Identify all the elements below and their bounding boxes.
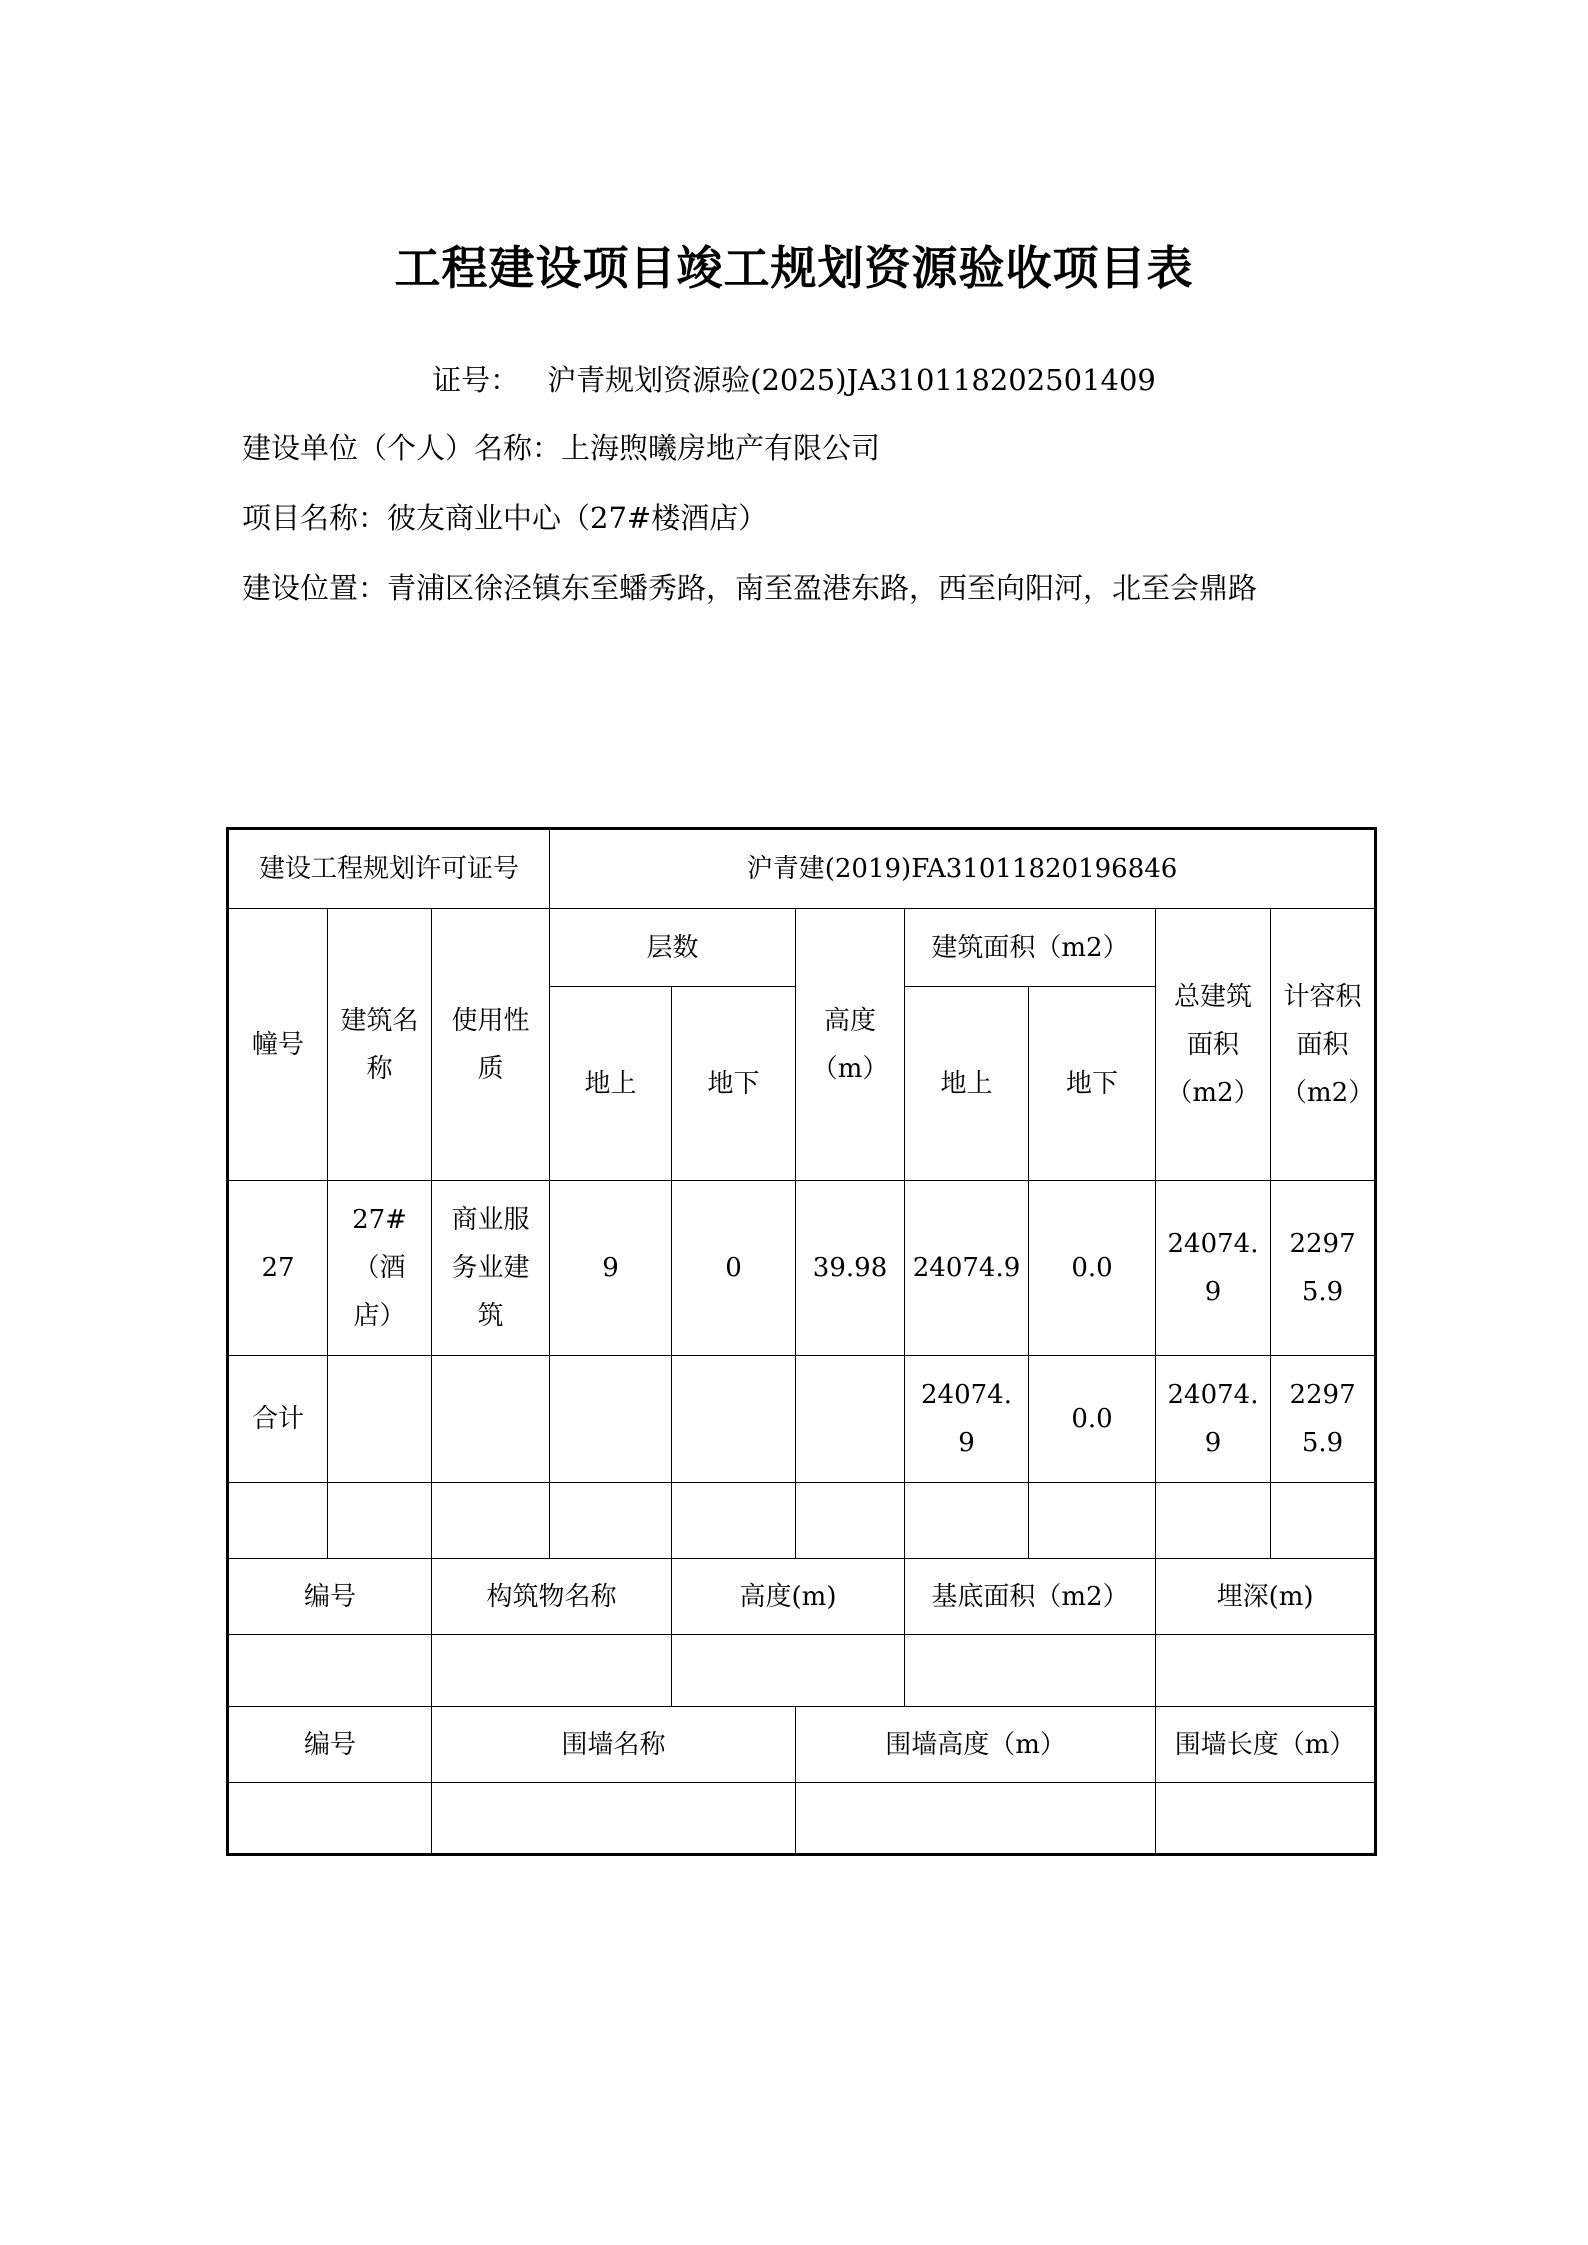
cell-total-area: 24074.9 <box>1156 1181 1271 1356</box>
header-total-area: 总建筑面积（m2） <box>1156 909 1271 1181</box>
structures-header-no: 编号 <box>228 1559 432 1635</box>
walls-header-row <box>228 1707 1376 1783</box>
total-area-above: 24074.9 <box>905 1356 1029 1483</box>
cell-usage: 商业服务业建筑 <box>432 1181 550 1356</box>
cell-floors-above: 9 <box>550 1181 672 1356</box>
acceptance-table <box>226 827 1377 1856</box>
structures-empty-row <box>228 1635 1376 1707</box>
structures-header-row <box>228 1559 1376 1635</box>
header-floors: 层数 <box>550 909 796 987</box>
project-name: 项目名称：彼友商业中心（27#楼酒店） <box>242 501 768 535</box>
structures-header-depth: 埋深(m) <box>1156 1559 1376 1635</box>
header-building-name: 建筑名称 <box>328 909 432 1181</box>
structures-header-base-area: 基底面积（m2） <box>905 1559 1156 1635</box>
walls-header-height: 围墙高度（m） <box>796 1707 1156 1783</box>
certificate-number <box>0 358 1588 402</box>
header-far-area: 计容积面积（m2） <box>1271 909 1376 1181</box>
header-floors-below: 地下 <box>672 987 796 1181</box>
cell-height: 39.98 <box>796 1181 905 1356</box>
header-area-above: 地上 <box>905 987 1029 1181</box>
structures-header-height: 高度(m) <box>672 1559 905 1635</box>
structures-header-name: 构筑物名称 <box>432 1559 672 1635</box>
certificate-value: 沪青规划资源验(2025)JA310118202501409 <box>547 363 1156 397</box>
permit-label: 建设工程规划许可证号 <box>228 829 550 909</box>
page-title: 工程建设项目竣工规划资源验收项目表 <box>394 241 1194 295</box>
cell-far-area: 22975.9 <box>1271 1181 1376 1356</box>
header-floors-above: 地上 <box>550 987 672 1181</box>
header-area: 建筑面积（m2） <box>905 909 1156 987</box>
walls-header-name: 围墙名称 <box>432 1707 796 1783</box>
total-row <box>228 1356 1376 1483</box>
total-label: 合计 <box>228 1356 328 1483</box>
total-far-area: 22975.9 <box>1271 1356 1376 1483</box>
total-total-area: 24074.9 <box>1156 1356 1271 1483</box>
permit-value: 沪青建(2019)FA31011820196846 <box>550 829 1376 909</box>
cell-floors-below: 0 <box>672 1181 796 1356</box>
walls-header-length: 围墙长度（m） <box>1156 1707 1376 1783</box>
construction-location: 建设位置：青浦区徐泾镇东至蟠秀路，南至盈港东路，西至向阳河，北至会鼎路 <box>242 571 1258 605</box>
walls-empty-row <box>228 1783 1376 1855</box>
certificate-label: 证号： <box>432 363 520 397</box>
construction-unit: 建设单位（个人）名称：上海煦曦房地产有限公司 <box>242 431 881 465</box>
cell-area-above: 24074.9 <box>905 1181 1029 1356</box>
header-usage: 使用性质 <box>432 909 550 1181</box>
table-row <box>228 1181 1376 1356</box>
cell-area-below: 0.0 <box>1029 1181 1156 1356</box>
cell-building-no: 27 <box>228 1181 328 1356</box>
total-area-below: 0.0 <box>1029 1356 1156 1483</box>
header-area-below: 地下 <box>1029 987 1156 1181</box>
header-height: 高度（m） <box>796 909 905 1181</box>
header-building-no: 幢号 <box>228 909 328 1181</box>
walls-header-no: 编号 <box>228 1707 432 1783</box>
empty-row <box>228 1483 1376 1559</box>
cell-building-name: 27#（酒店） <box>328 1181 432 1356</box>
